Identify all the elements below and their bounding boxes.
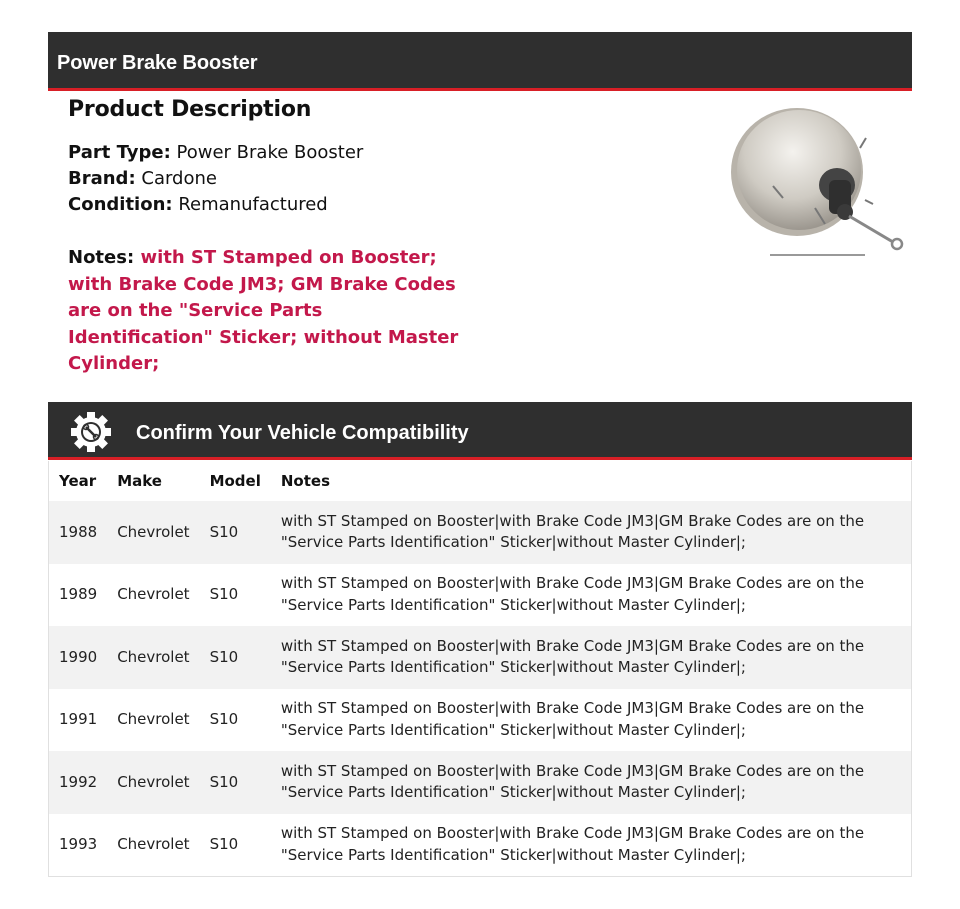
- brand-label: Brand:: [68, 168, 136, 189]
- notes-cell: with ST Stamped on Booster|with Brake Code JM3|GM Brake Codes are on the "Service Parts Identification" Sticker|without Master Cylinder|;: [280, 699, 865, 739]
- make-cell: Chevrolet: [117, 585, 190, 603]
- notes-cell: with ST Stamped on Booster|with Brake Code JM3|GM Brake Codes are on the "Service Parts Identification" Sticker|without Master Cylinder|;: [271, 626, 912, 689]
- column-header-notes: Notes: [280, 472, 331, 490]
- year-cell: 1993: [59, 834, 98, 853]
- part-type-row: [68, 140, 708, 166]
- notes-cell: with ST Stamped on Booster|with Brake Code JM3|GM Brake Codes are on the "Service Parts Identification" Sticker|without Master Cylinder|;: [271, 751, 912, 814]
- compatibility-title-bar: [48, 402, 912, 460]
- make-cell: Chevrolet: [107, 626, 199, 689]
- year-cell: 1988: [49, 501, 108, 564]
- model-cell: S10: [209, 834, 239, 853]
- part-type-label: Part Type:: [68, 142, 171, 163]
- notes: [68, 245, 468, 378]
- year-cell: 1989: [59, 585, 98, 603]
- condition-label: Condition:: [68, 194, 173, 215]
- table-row: [49, 751, 912, 814]
- gear-wrench-icon: [69, 410, 113, 454]
- product-title: Power Brake Booster: [57, 52, 258, 74]
- notes-cell: with ST Stamped on Booster|with Brake Code JM3|GM Brake Codes are on the "Service Parts Identification" Sticker|without Master Cylinder|;: [271, 501, 912, 564]
- model-cell: S10: [200, 751, 271, 814]
- product-image: [725, 100, 910, 262]
- product-title-bar: [48, 32, 912, 91]
- table-row: [49, 501, 912, 564]
- column-header-model: Model: [209, 472, 261, 490]
- column-header-make: Make: [117, 472, 162, 490]
- notes-cell: with ST Stamped on Booster|with Brake Code JM3|GM Brake Codes are on the "Service Parts Identification" Sticker|without Master Cylinder|;: [280, 824, 865, 864]
- compatibility-table: [48, 461, 912, 877]
- notes-label: Notes:: [68, 247, 135, 268]
- make-cell: Chevrolet: [107, 751, 199, 814]
- compatibility-title: Confirm Your Vehicle Compatibility: [136, 422, 469, 444]
- year-cell: 1990: [49, 626, 108, 689]
- notes-value: with ST Stamped on Booster; with Brake Code JM3; GM Brake Codes are on the "Service Parts Identification" Sticker; without Master Cylinder;: [68, 247, 459, 374]
- condition-row: [68, 192, 708, 218]
- condition-value: Remanufactured: [178, 194, 328, 215]
- table-row: [49, 814, 912, 877]
- model-cell: S10: [209, 710, 239, 728]
- table-row: [49, 564, 912, 627]
- table-row: [49, 626, 912, 689]
- year-cell: 1992: [49, 751, 108, 814]
- notes-cell: with ST Stamped on Booster|with Brake Code JM3|GM Brake Codes are on the "Service Parts Identification" Sticker|without Master Cylinder|;: [280, 574, 865, 614]
- table-header-row: [49, 461, 912, 501]
- model-cell: S10: [200, 626, 271, 689]
- brand-row: [68, 166, 708, 192]
- product-description: [68, 97, 708, 378]
- make-cell: Chevrolet: [117, 710, 190, 728]
- description-heading: Product Description: [68, 97, 312, 122]
- column-header-year: Year: [59, 472, 97, 490]
- model-cell: S10: [200, 501, 271, 564]
- brand-value: Cardone: [141, 168, 217, 189]
- part-type-value: Power Brake Booster: [176, 142, 364, 163]
- make-cell: Chevrolet: [107, 501, 199, 564]
- table-row: [49, 689, 912, 752]
- year-cell: 1991: [59, 710, 98, 728]
- make-cell: Chevrolet: [117, 834, 190, 853]
- model-cell: S10: [209, 585, 239, 603]
